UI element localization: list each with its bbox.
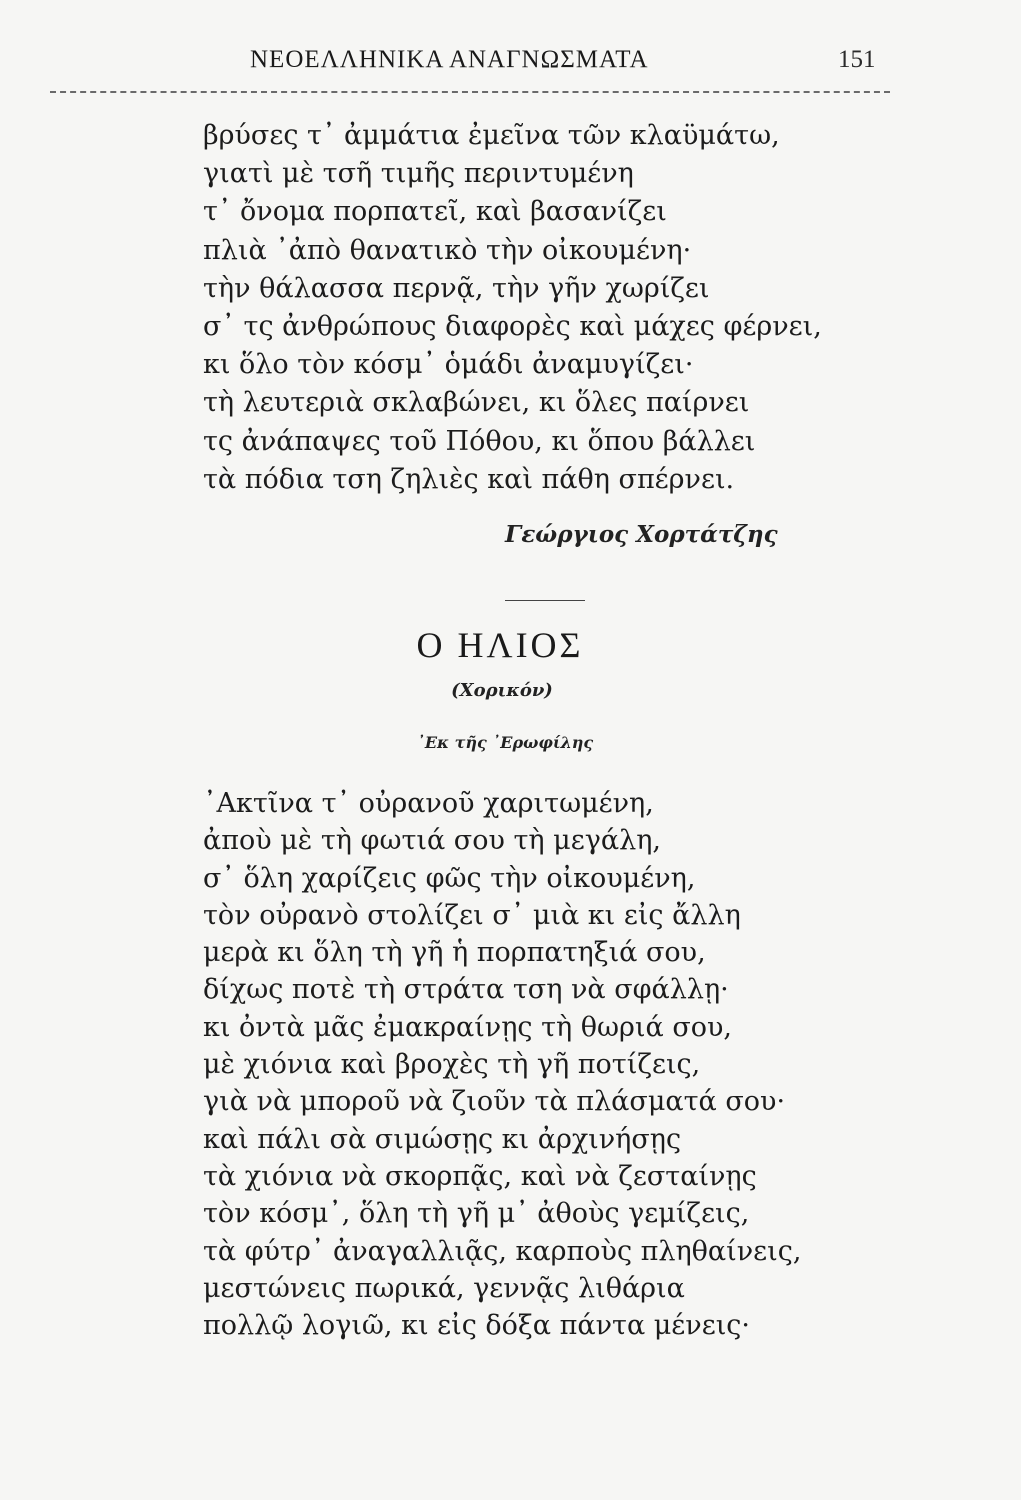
poem-title: Ο ΗΛΙΟΣ [416, 625, 584, 665]
verse-line: ᾽Ακτῖνα τ᾽ οὐρανοῦ χαριτωμένη, [203, 788, 654, 819]
verse-line: γιὰ νὰ μποροῦ νὰ ζιοῦν τὰ πλάσματά σου· [203, 1086, 786, 1118]
verse-line: κι ὀντὰ μᾶς ἐμακραίνῃς τὴ θωριά σου, [203, 1011, 733, 1043]
verse-line: τὴ λευτεριὰ σκλαβώνει, κι ὅλες παίρνει [203, 387, 750, 419]
poem-source: ᾽Εκ τῆς ᾽Ερωφίλης [416, 733, 594, 752]
verse-line: τὴν θάλασσα περνᾷ, τὴν γῆν χωρίζει [203, 272, 710, 304]
verse-line: τὸν κόσμ᾽, ὅλη τὴ γῆ μ᾽ ἀθοὺς γεμίζεις, [203, 1198, 750, 1230]
poem-ending-stanza [203, 117, 903, 499]
page-number: 151 [838, 46, 876, 73]
verse-line: δίχως ποτὲ τὴ στράτα τση νὰ σφάλλῃ· [203, 974, 729, 1006]
verse-line: τὰ πόδια τση ζηλιὲς καὶ πάθη σπέρνει. [203, 463, 735, 495]
verse-line: τὰ χιόνια νὰ σκορπᾷς, καὶ νὰ ζεσταίνῃς [203, 1160, 757, 1192]
verse-line: πολλῷ λογιῶ, κι εἰς δόξα πάντα μένεις· [203, 1310, 750, 1342]
header-divider [50, 91, 890, 93]
verse-line: ἀποὺ μὲ τὴ φωτιά σου τὴ μεγάλη, [203, 825, 661, 857]
verse-line: καὶ πάλι σὰ σιμώσῃς κι ἀρχινήσῃς [203, 1123, 682, 1155]
verse-line: σ᾽ ὅλη χαρίζεις φῶς τὴν οἰκουμένη, [203, 862, 696, 894]
verse-line: σ᾽ τς ἀνθρώπους διαφορὲς καὶ μάχες φέρνει, [203, 310, 822, 342]
verse-line: πλιὰ ᾽ἀπὸ θανατικὸ τὴν οἰκουμένη· [203, 234, 692, 266]
running-head [0, 46, 1021, 86]
verse-line: τὰ φύτρ᾽ ἀναγαλλιᾷς, καρποὺς πληθαίνεις, [203, 1235, 802, 1267]
verse-line: τς ἀνάπαψες τοῦ Πόθου, κι ὅπου βάλλει [203, 425, 756, 457]
author-signature: Γεώργιος Χορτάτζης [505, 521, 778, 548]
verse-line: τὸν οὐρανὸ στολίζει σ᾽ μιὰ κι εἰς ἄλλη [203, 899, 741, 931]
verse-line: κι ὅλο τὸν κόσμ᾽ ὁμάδι ἀναμυγίζει· [203, 349, 694, 381]
section-divider [505, 600, 585, 601]
verse-line: μὲ χιόνια καὶ βροχὲς τὴ γῆ ποτίζεις, [203, 1049, 701, 1081]
verse-line: βρύσες τ᾽ ἀμμάτια ἐμεῖνα τῶν κλαϋμάτω, [203, 120, 780, 151]
poem-subtitle: (Χορικόν) [451, 680, 553, 701]
verse-line: μερὰ κι ὅλη τὴ γῆ ἡ πορπατηξιά σου, [203, 937, 706, 969]
verse-line: τ᾽ ὄνομα πορπατεῖ, καὶ βασανίζει [203, 196, 667, 228]
verse-line: γιατὶ μὲ τσῆ τιμῆς περιντυμένη [203, 158, 634, 190]
running-title: ΝΕΟΕΛΛΗΝΙΚΑ ΑΝΑΓΝΩΣΜΑΤΑ [250, 46, 649, 73]
poem-body [203, 785, 923, 1344]
verse-line: μεστώνεις πωρικά, γεννᾷς λιθάρια [203, 1272, 685, 1304]
